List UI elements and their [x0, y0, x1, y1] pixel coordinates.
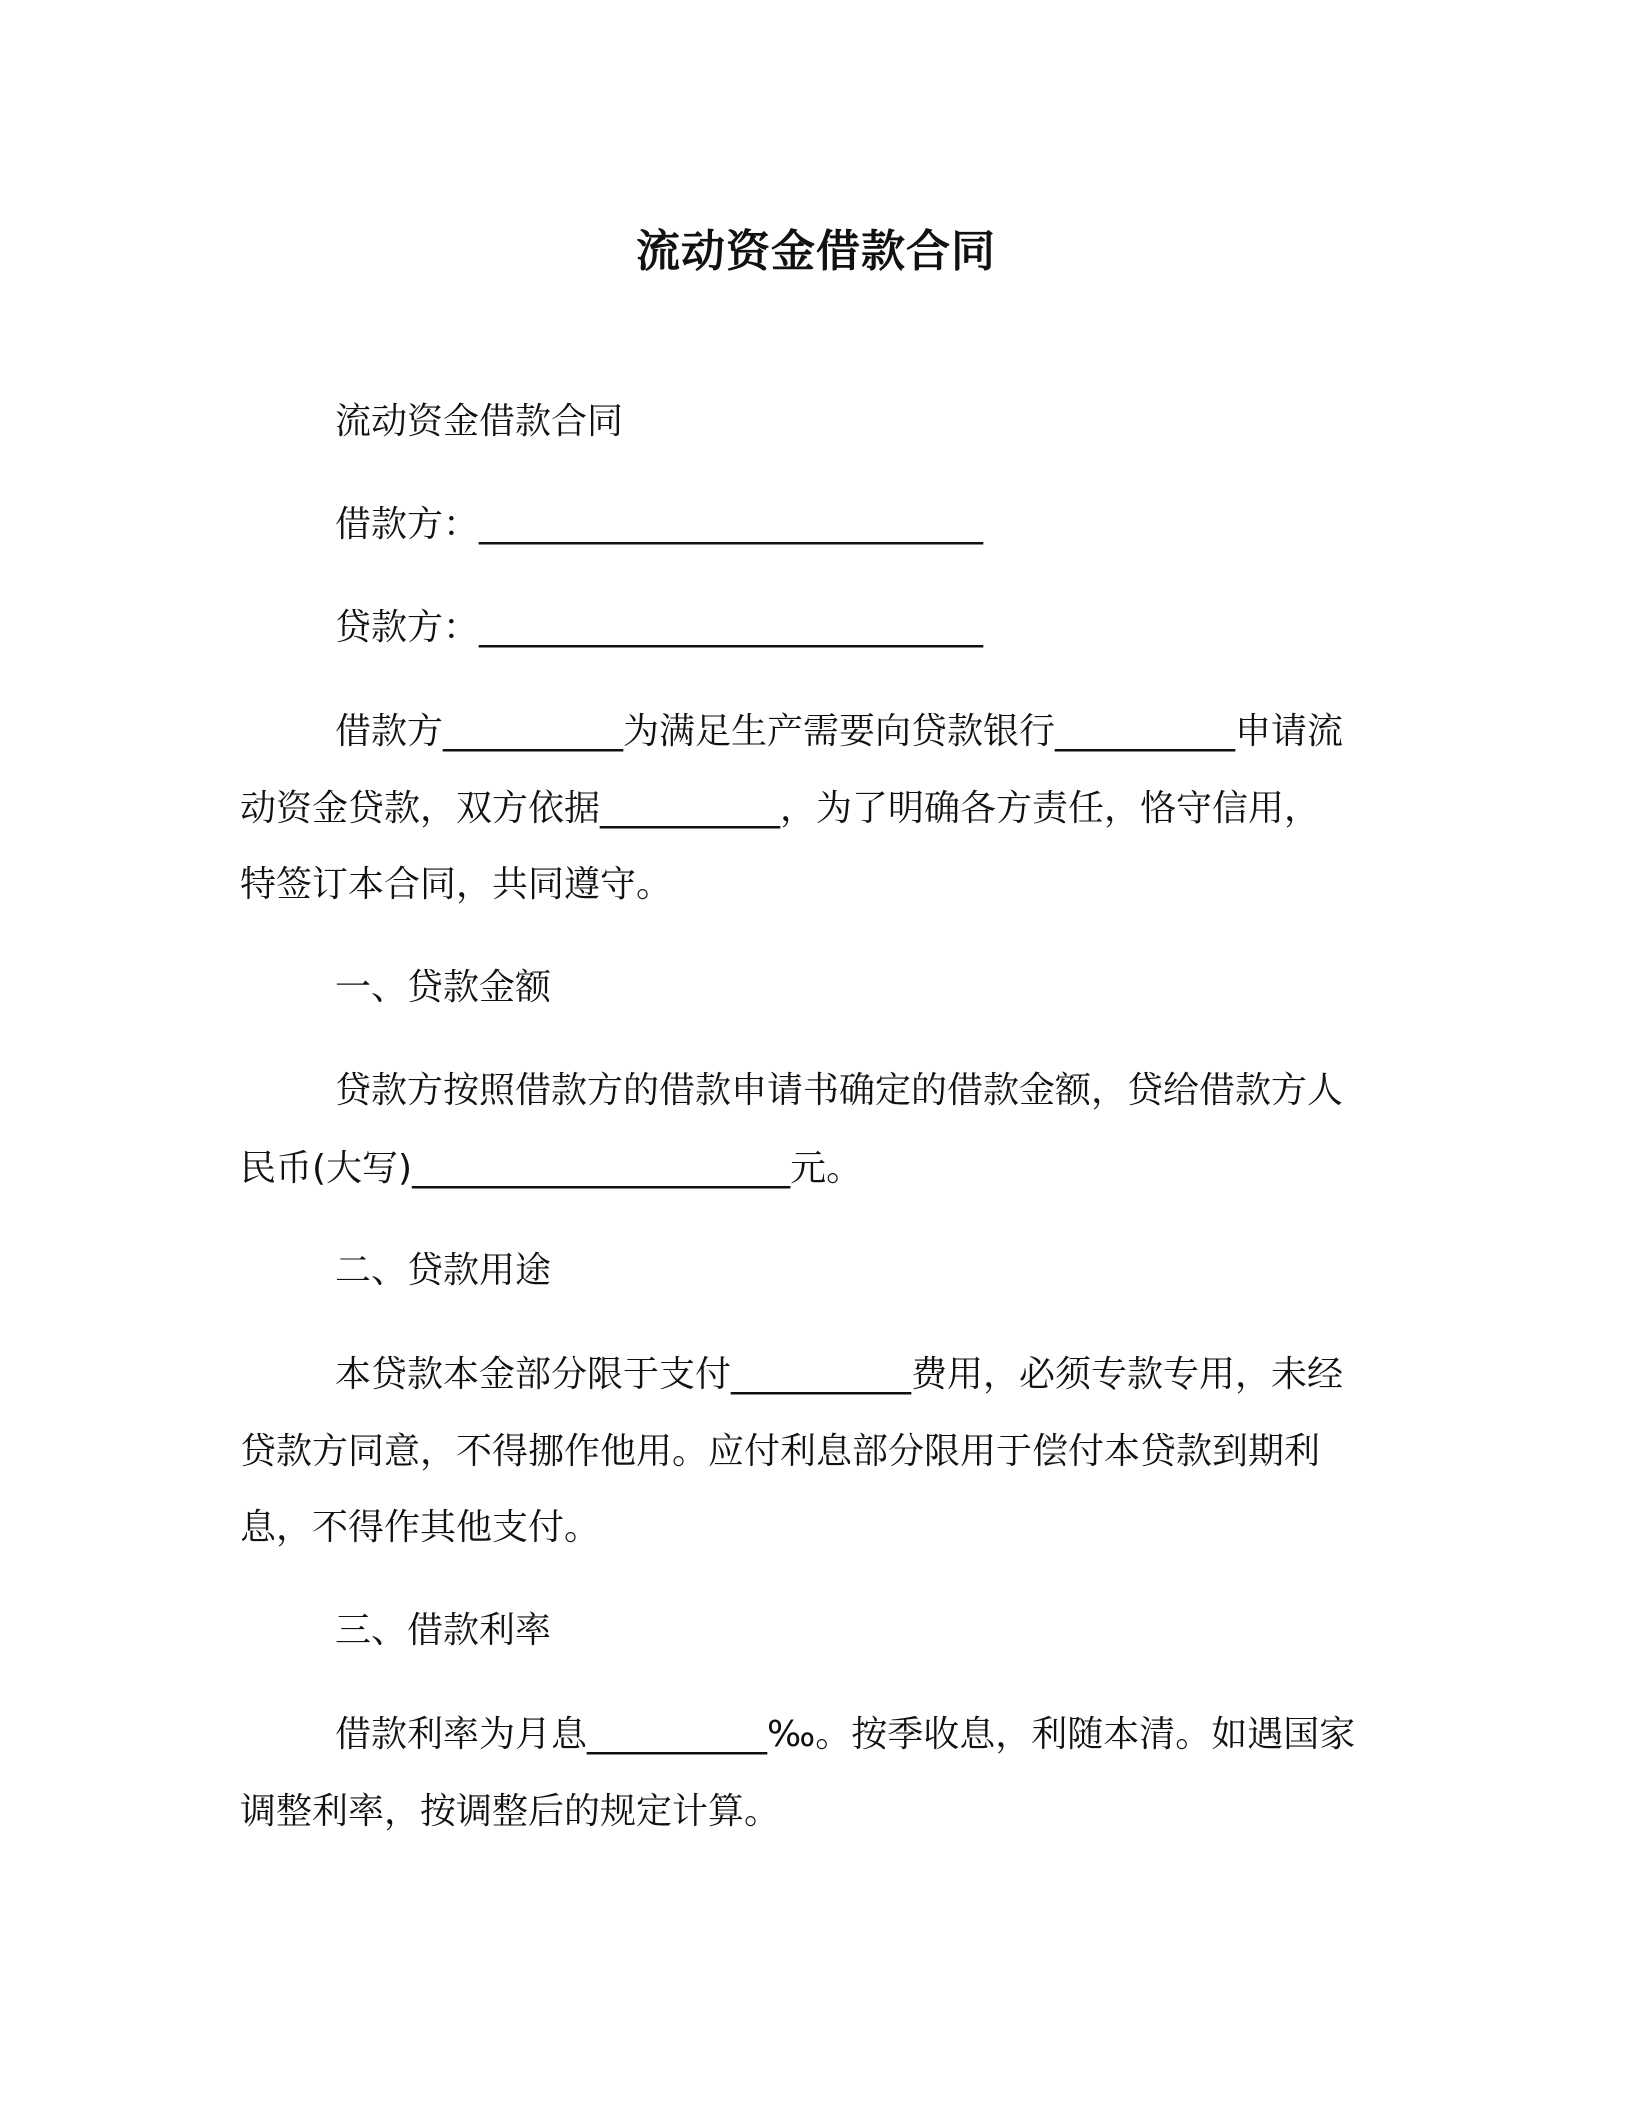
section-2-line-2: 贷款方同意，不得挪作他用。应付利息部分限用于偿付本贷款到期利 [240, 1431, 1321, 1472]
section-3-line-2: 调整利率，按调整后的规定计算。 [240, 1791, 781, 1832]
section-1-line-2: 民币(大写)_____________________元。 [240, 1148, 863, 1189]
section-2-line-1: 本贷款本金部分限于支付__________费用，必须专款专用，未经 [335, 1354, 1344, 1395]
lender-line: 贷款方：____________________________ [335, 607, 984, 648]
section-3-line-1: 借款利率为月息__________‰。按季收息，利随本清。如遇国家 [335, 1714, 1356, 1755]
section-2-line-3: 息，不得作其他支付。 [240, 1507, 601, 1548]
section-3-heading: 三、借款利率 [335, 1610, 552, 1651]
preamble-line-3: 特签订本合同，共同遵守。 [240, 864, 673, 905]
document-title: 流动资金借款合同 [636, 226, 996, 277]
preamble-line-2: 动资金贷款，双方依据__________，为了明确各方责任，恪守信用， [240, 788, 1321, 829]
section-2-heading: 二、贷款用途 [335, 1250, 552, 1291]
subtitle: 流动资金借款合同 [335, 401, 624, 442]
preamble-line-1: 借款方__________为满足生产需要向贷款银行__________申请流 [335, 711, 1344, 752]
section-1-line-1: 贷款方按照借款方的借款申请书确定的借款金额，贷给借款方人 [335, 1070, 1344, 1111]
section-1-heading: 一、贷款金额 [335, 967, 552, 1008]
borrower-line: 借款方：____________________________ [335, 504, 984, 545]
